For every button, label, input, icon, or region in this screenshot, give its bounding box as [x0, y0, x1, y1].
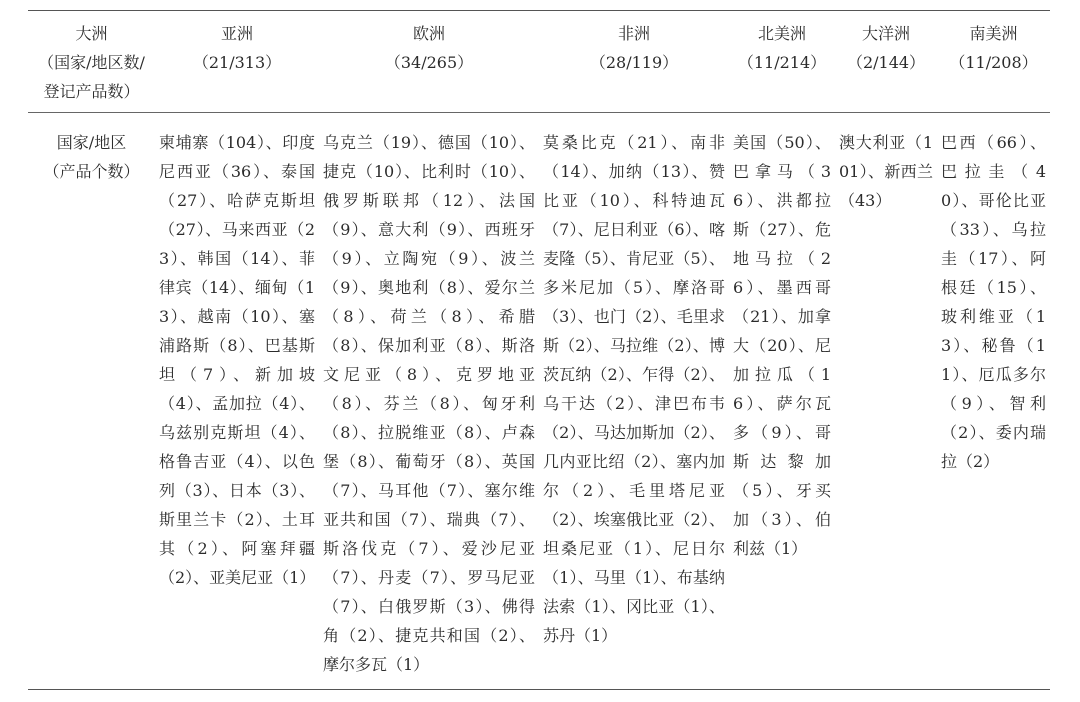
header-label: 南美洲: [969, 24, 1018, 43]
header-label: 亚洲: [220, 24, 253, 43]
header-sub: （11/208）: [949, 53, 1038, 72]
cell-europe: 乌克兰（19）、德国（10）、捷克（10）、比利时（10）、俄罗斯联邦（12）、法国（9）、意大利（9）、西班牙（9）、立陶宛（9）、波兰（9）、奥地利（8）、爱尔兰（8）、荷兰（8）、希腊（8）、保加利亚（8）、斯洛文尼亚（8）、克罗地亚（8）、芬兰（8）、匈牙利（8）、拉脱维亚（8）、卢森堡（8）、葡萄牙（8）、英国（7）、马耳他（7）、塞尔维亚共和国（7）、瑞典（7）、斯洛伐克（7）、爱沙尼亚（7）、丹麦（7）、罗马尼亚（7）、白俄罗斯（3）、佛得角（2）、捷克共和国（2）、摩尔多瓦（1）: [323, 133, 535, 674]
cell-asia: 柬埔寨（104）、印度尼西亚（36）、泰国（27）、哈萨克斯坦（27）、马来西亚（23）、韩国（14）、菲律宾（14）、缅甸（13）、越南（10）、塞浦路斯（8）、巴基斯坦（7）、新加坡（4）、孟加拉（4）、乌兹别克斯坦（4）、格鲁吉亚（4）、以色列（3）、日本（3）、斯里兰卡（2）、土耳其（2）、阿塞拜疆（2）、亚美尼亚（1）: [159, 133, 316, 587]
header-south-america: [937, 11, 1050, 113]
data-table-container: [28, 10, 1050, 690]
header-continent: [28, 11, 155, 113]
row-label-line: 国家/地区: [56, 133, 127, 152]
header-sub: （34/265）: [384, 53, 474, 72]
header-label: 大洋洲: [861, 24, 910, 43]
country-product-table: [28, 10, 1050, 690]
header-asia: [155, 11, 319, 113]
header-label: 大洲: [75, 24, 108, 43]
header-sub: （2/144）: [846, 53, 926, 72]
header-label: 北美洲: [757, 24, 806, 43]
table-row: [28, 113, 1050, 690]
header-sub: 登记产品数）: [43, 82, 140, 101]
header-label: 欧洲: [412, 24, 445, 43]
header-label: 非洲: [617, 24, 650, 43]
header-sub: （11/214）: [737, 53, 827, 72]
cell-north-america: 美国（50）、巴拿马（36）、洪都拉斯（27）、危地马拉（26）、墨西哥（21）、加拿大（20）、尼加拉瓜（16）、萨尔瓦多（9）、哥斯达黎加（5）、牙买加（3）、伯利兹（1）: [733, 133, 831, 558]
cell-south-america: 巴西（66）、巴拉圭（40）、哥伦比亚（33）、乌拉圭（17）、阿根廷（15）、玻利维亚（13）、秘鲁（11）、厄瓜多尔（9）、智利（2）、委内瑞拉（2）: [941, 133, 1046, 471]
header-africa: [539, 11, 729, 113]
row-label-line: （产品个数）: [43, 162, 140, 181]
header-oceania: [835, 11, 937, 113]
header-europe: [319, 11, 539, 113]
header-sub: （21/313）: [192, 53, 282, 72]
header-sub: （28/119）: [589, 53, 679, 72]
header-sub: （国家/地区数/: [38, 53, 145, 72]
cell-africa: 莫桑比克（21）、南非（14）、加纳（13）、赞比亚（10）、科特迪瓦（7）、尼日利亚（6）、喀麦隆（5）、肯尼亚（5）、多米尼加（5）、摩洛哥（3）、也门（2）、毛里求斯（2）、马拉维（2）、博茨瓦纳（2）、乍得（2）、乌干达（2）、津巴布韦（2）、马达加斯加（2）、几内亚比绍（2）、塞内加尔（2）、毛里塔尼亚（2）、埃塞俄比亚（2）、坦桑尼亚（1）、尼日尔（1）、马里（1）、布基纳法索（1）、冈比亚（1）、苏丹（1）: [543, 133, 725, 645]
cell-oceania: 澳大利亚（101）、新西兰（43）: [839, 133, 933, 210]
header-north-america: [729, 11, 835, 113]
table-header-row: [28, 11, 1050, 113]
row-label: [28, 113, 155, 690]
